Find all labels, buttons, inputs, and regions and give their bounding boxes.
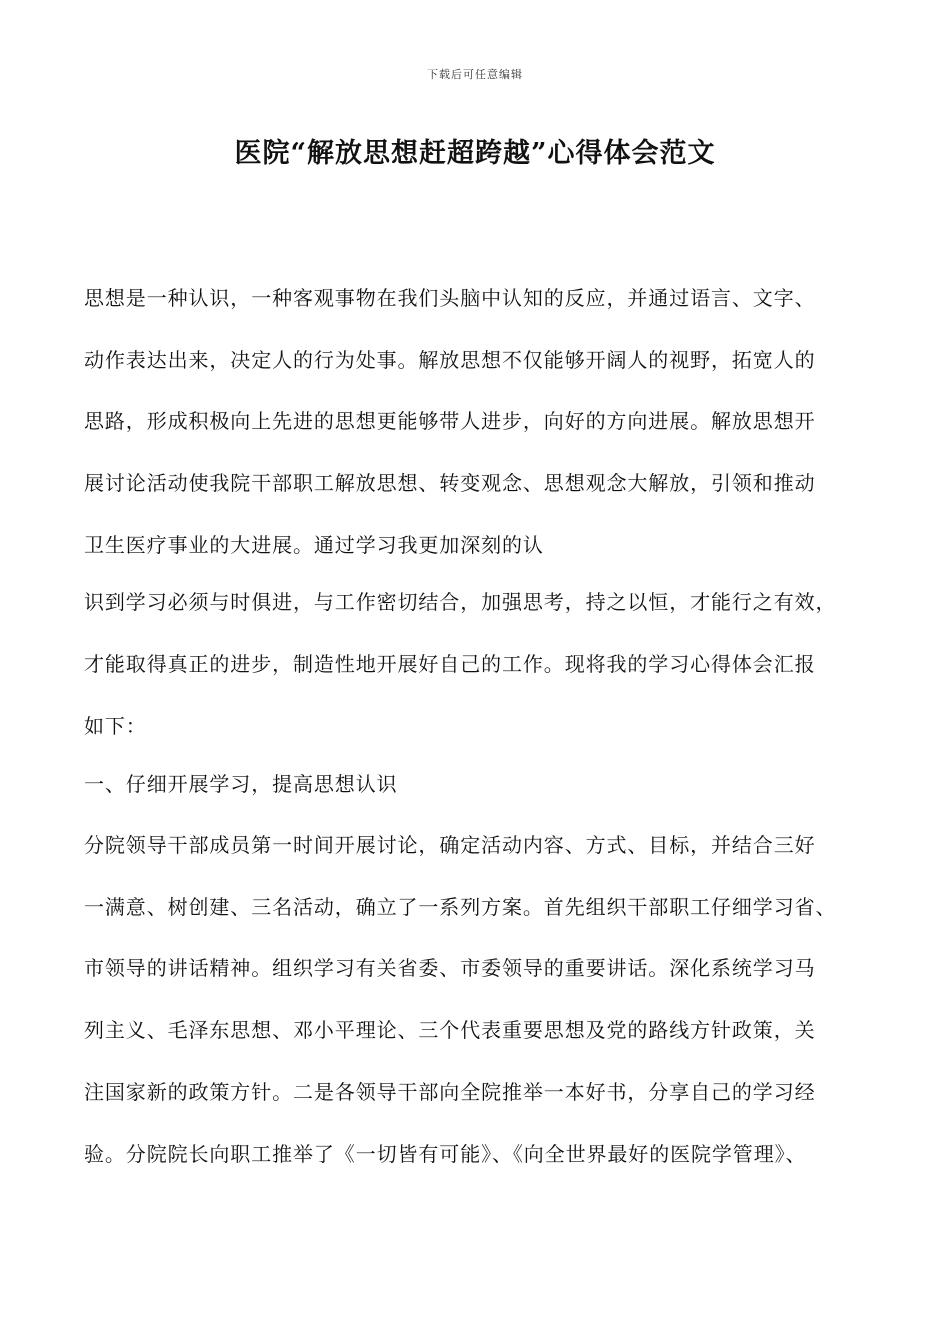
body-line: 列主义、毛泽东思想、邓小平理论、三个代表重要思想及党的路线方针政策，关 [84, 1018, 816, 1042]
body-line: 才能取得真正的进步，制造性地开展好自己的工作。现将我的学习心得体会汇报 [84, 652, 816, 676]
body-line: 思路，形成积极向上先进的思想更能够带人进步，向好的方向进展。解放思想开 [84, 409, 816, 433]
body-line: 一满意、树创建、三名活动，确立了一系列方案。首先组织干部职工仔细学习省、 [84, 895, 837, 919]
body-line: 卫生医疗事业的大进展。通过学习我更加深刻的认 [84, 533, 544, 557]
header-note: 下载后可任意编辑 [427, 68, 523, 81]
body-line: 思想是一种认识，一种客观事物在我们头脑中认知的反应，并通过语言、文字、 [84, 286, 816, 310]
body-line: 动作表达出来，决定人的行为处事。解放思想不仅能够开阔人的视野，拓宽人的 [84, 348, 816, 372]
section-heading: 一、仔细开展学习，提高思想认识 [84, 772, 398, 796]
document-title: 医院“解放思想赶超跨越”心得体会范文 [234, 138, 716, 169]
body-line: 如下： [84, 714, 147, 738]
body-line: 分院领导干部成员第一时间开展讨论，确定活动内容、方式、目标，并结合三好 [84, 833, 816, 857]
body-line: 识到学习必须与时俱进，与工作密切结合，加强思考，持之以恒，才能行之有效， [84, 590, 837, 614]
body-line: 注国家新的政策方针。二是各领导干部向全院推举一本好书，分享自己的学习经 [84, 1080, 816, 1104]
body-line: 市领导的讲话精神。组织学习有关省委、市委领导的重要讲话。深化系统学习马 [84, 956, 816, 980]
body-line: 验。分院院长向职工推举了《一切皆有可能》、《向全世界最好的医院学管理》、 [84, 1142, 807, 1166]
body-line: 展讨论活动使我院干部职工解放思想、转变观念、思想观念大解放，引领和推动 [84, 471, 816, 495]
